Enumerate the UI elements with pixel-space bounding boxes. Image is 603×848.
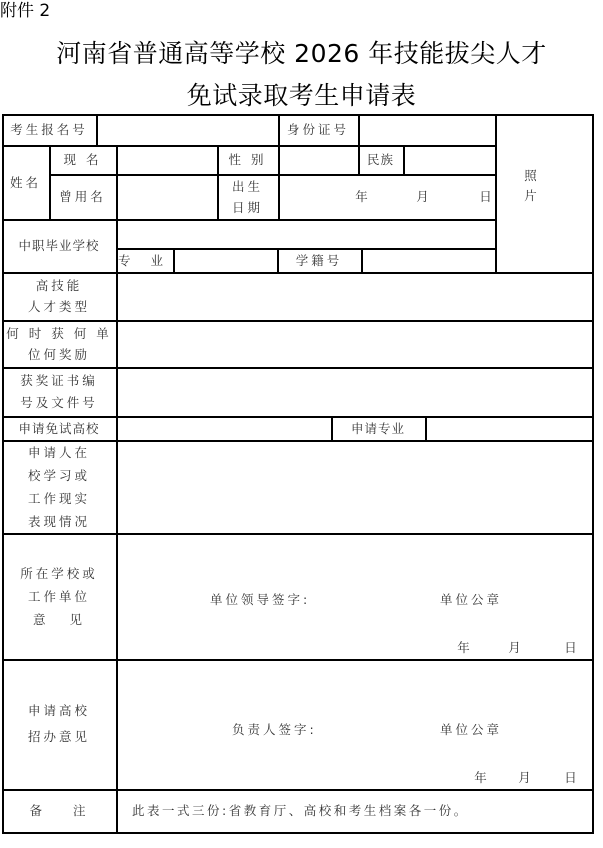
id-no-label: 身份证号: [286, 122, 349, 137]
certificate-label-2: 号及文件号: [20, 394, 98, 410]
talent-type-label-2: 人才类型: [27, 299, 90, 314]
certificate-field[interactable]: [117, 368, 592, 416]
birth-date-label-1: 出生: [231, 178, 263, 194]
unit-opinion-label: [2, 533, 116, 659]
birth-year-label: 年: [355, 189, 371, 204]
birth-date-label-2: 日期: [231, 199, 263, 215]
award-info-label: [2, 320, 116, 367]
responsible-sign-label: 负责人签字:: [232, 721, 317, 737]
talent-type-field[interactable]: [117, 273, 592, 320]
performance-label: [2, 440, 116, 533]
award-info-label-1: 何 时 获 何 单: [6, 325, 112, 341]
performance-label-line: 表现情况: [27, 513, 90, 529]
photo-label: [495, 163, 569, 209]
vocational-school-field[interactable]: [117, 220, 495, 248]
name-label: 姓名: [9, 175, 41, 190]
rule: [592, 114, 594, 834]
apply-college-field[interactable]: [117, 417, 331, 440]
gender-field[interactable]: [279, 146, 358, 174]
exam-reg-no-label: 考生报名号: [10, 122, 88, 137]
exam-reg-no-field[interactable]: [97, 115, 277, 145]
unit-seal-label: 单位公章: [440, 591, 503, 607]
talent-type-label-1: 高技能: [35, 278, 83, 293]
current-name-label: 现 名: [63, 152, 102, 167]
ethnicity-field[interactable]: [404, 146, 495, 174]
vocational-school-label: 中职毕业学校: [18, 238, 100, 253]
award-info-label-2: 位何奖励: [27, 346, 90, 362]
performance-label-line: 校学习或: [27, 467, 90, 483]
major-label: 专 业: [118, 253, 171, 268]
photo-label-1: 照: [524, 168, 540, 183]
leader-sign-label: 单位领导签字:: [210, 591, 311, 607]
birth-month-label: 月: [416, 189, 432, 204]
apply-college-label: 申请免试高校: [18, 420, 100, 436]
former-name-label: 曾用名: [59, 189, 106, 204]
birth-day-label: 日: [479, 189, 495, 204]
remarks-text: 此表一式三份:省教育厅、高校和考生档案各一份。: [132, 803, 469, 818]
current-name-field[interactable]: [117, 146, 217, 174]
unit-opinion-label-line: 工作单位: [27, 588, 90, 604]
id-no-field[interactable]: [359, 115, 495, 145]
birth-date-label: [217, 174, 278, 219]
student-no-field[interactable]: [362, 249, 495, 272]
unit-opinion-month: 月: [508, 639, 524, 655]
college-opinion-label-line: 申请高校: [27, 703, 90, 718]
birth-date-field[interactable]: [279, 175, 495, 219]
remarks-label: 备 注: [29, 803, 89, 818]
certificate-label-1: 获奖证书编: [20, 372, 98, 388]
gender-label: 性 别: [228, 152, 267, 167]
attachment-label: 附件 2: [0, 1, 51, 21]
college-opinion-month: 月: [518, 769, 534, 785]
apply-major-label: 申请专业: [350, 420, 405, 436]
rule: [2, 832, 593, 834]
college-opinion-day: 日: [564, 769, 580, 785]
unit-opinion-label-line: 意 见: [33, 611, 85, 627]
former-name-field[interactable]: [117, 175, 217, 219]
performance-field[interactable]: [117, 441, 592, 533]
student-no-label: 学籍号: [295, 253, 343, 268]
unit-opinion-year: 年: [457, 639, 473, 655]
award-info-field[interactable]: [117, 321, 592, 367]
talent-type-label: [2, 272, 116, 320]
unit-opinion-day: 日: [564, 639, 580, 655]
college-opinion-year: 年: [474, 769, 490, 785]
unit-opinion-label-line: 所在学校或: [20, 565, 98, 581]
form-title-line-1: 河南省普通高等学校 2026 年技能拔尖人才: [56, 39, 547, 68]
ethnicity-label: 民族: [366, 152, 394, 167]
apply-major-field[interactable]: [426, 417, 592, 440]
form-title-line-2: 免试录取考生申请表: [186, 81, 417, 110]
major-field[interactable]: [174, 249, 277, 272]
performance-label-line: 工作现实: [27, 490, 90, 506]
college-opinion-label-line: 招办意见: [27, 729, 90, 744]
photo-label-2: 片: [524, 188, 540, 203]
performance-label-line: 申请人在: [27, 444, 90, 460]
certificate-label: [2, 367, 116, 416]
college-seal-label: 单位公章: [440, 721, 503, 737]
college-opinion-label: [2, 659, 116, 789]
